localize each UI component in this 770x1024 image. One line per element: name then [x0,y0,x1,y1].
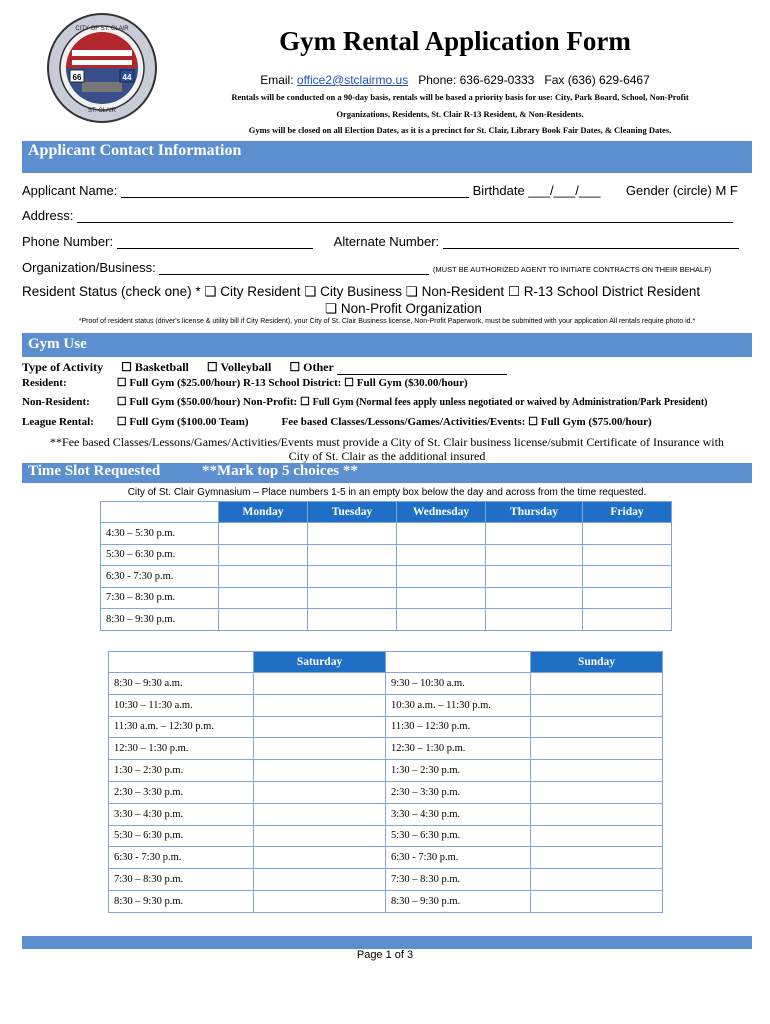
slot-cell-thursday[interactable] [486,523,583,545]
weekday-time-row [101,609,672,631]
other-activity-field[interactable] [337,362,507,375]
time-slot-title: Time Slot Requested [28,463,161,479]
email-label: Email: [260,73,294,87]
checkbox-nonresident-rate[interactable]: ☐ [116,396,127,408]
slot-cell-tuesday[interactable] [308,609,397,631]
contact-section-title: Applicant Contact Information [28,142,242,159]
sunday-time-label: 5:30 – 6:30 p.m. [385,825,530,847]
weekday-time-row [101,587,672,609]
slot-cell-monday[interactable] [219,587,308,609]
checkbox-r13-resident[interactable]: ☐ [507,284,521,299]
saturday-time-label: 3:30 – 4:30 p.m. [109,803,254,825]
weekend-time-row [109,825,663,847]
slot-cell-tuesday[interactable] [308,587,397,609]
applicant-name-field[interactable] [121,185,469,198]
slot-cell-saturday[interactable] [254,738,386,760]
alternate-number-label: Alternate Number: [333,234,440,249]
slot-cell-friday[interactable] [583,587,672,609]
weekend-time-table [108,651,663,913]
sunday-time-label: 6:30 - 7:30 p.m. [385,847,530,869]
slot-cell-sunday[interactable] [531,890,663,912]
slot-cell-saturday[interactable] [254,716,386,738]
seal-center-text: ST. CLAIR [87,108,117,114]
slot-cell-sunday[interactable] [531,869,663,891]
slot-cell-sunday[interactable] [531,847,663,869]
saturday-time-label: 11:30 a.m. – 12:30 p.m. [109,716,254,738]
weekday-time-label: 5:30 – 6:30 p.m. [101,544,219,566]
rental-note-2: Organizations, Residents, St. Clair R-13 Resident, & Non-Residents. [336,109,584,119]
route-44-text: 44 [122,73,132,82]
fee-note-line-2: City of St. Clair as the additional insured [288,449,486,463]
option-city-resident: City Resident [220,284,301,299]
weekend-time-row [109,869,663,891]
address-label: Address: [22,208,74,223]
header-monday: Monday [219,502,308,523]
saturday-time-label: 7:30 – 8:30 p.m. [109,869,254,891]
slot-cell-friday[interactable] [583,544,672,566]
birthdate-label: Birthdate ___/___/___ [472,183,601,198]
header-saturday: Saturday [254,652,386,673]
city-seal-logo [46,12,158,124]
resident-label: Resident: [22,377,67,389]
authorized-note: (MUST BE AUTHORIZED AGENT TO INITIATE CONTRACTS ON THEIR BEHALF) [432,265,712,274]
slot-cell-monday[interactable] [219,609,308,631]
slot-cell-wednesday[interactable] [397,566,486,588]
r13-label: R-13 School District: [243,377,342,389]
slot-cell-monday[interactable] [219,544,308,566]
header-sunday: Sunday [531,652,663,673]
resident-status-label: Resident Status (check one) * [22,284,201,299]
slot-cell-thursday[interactable] [486,587,583,609]
weekday-time-label: 8:30 – 9:30 p.m. [101,609,219,631]
phone-number-label: Phone Number: [22,234,114,249]
proof-note: *Proof of resident status (driver's license & utility bill if City Resident), your City of St. Clair Business license, Non-Profit Paperwork, must be submitted with your application All rentals require photo id.* [78,318,696,325]
slot-cell-sunday[interactable] [531,716,663,738]
seal-top-text: CITY OF ST. CLAIR [75,26,129,32]
nonprofit-rate: Full Gym (Normal fees apply unless negotiated or waived by Administration/Park President) [312,397,708,408]
sunday-time-label: 9:30 – 10:30 a.m. [385,673,530,695]
contact-line [175,73,735,87]
saturday-time-label: 1:30 – 2:30 p.m. [109,760,254,782]
saturday-time-label: 8:30 – 9:30 p.m. [109,890,254,912]
weekend-time-row [109,781,663,803]
weekday-time-row [101,523,672,545]
weekend-time-row [109,673,663,695]
weekday-time-table [100,501,672,631]
saturday-time-label: 5:30 – 6:30 p.m. [109,825,254,847]
slot-cell-monday[interactable] [219,523,308,545]
fee-note-line-1: **Fee based Classes/Lessons/Games/Activities/Events must provide a City of St. Clair business license/submit Certificate of Insurance with [50,435,724,449]
nonprofit-label: Non-Profit: [243,396,298,408]
slot-cell-saturday[interactable] [254,869,386,891]
league-label: League Rental: [22,416,94,428]
header-friday: Friday [583,502,672,523]
sunday-time-label: 8:30 – 9:30 p.m. [385,890,530,912]
weekend-time-row [109,890,663,912]
checkbox-city-business[interactable]: ❏ [304,284,317,299]
resident-rate-row [22,376,468,389]
header-tuesday: Tuesday [308,502,397,523]
sunday-time-label: 1:30 – 2:30 p.m. [385,760,530,782]
applicant-name-label: Applicant Name: [22,183,118,198]
other-label: Other [303,360,334,374]
r13-rate: Full Gym ($30.00/hour) [356,377,468,389]
organization-label: Organization/Business: [22,260,156,275]
alternate-number-field[interactable] [443,236,739,249]
mark-top-choices-note: **Mark top 5 choices ** [202,463,358,479]
saturday-time-label: 6:30 - 7:30 p.m. [109,847,254,869]
email-link[interactable]: office2@stclairmo.us [296,73,409,87]
organization-row [22,260,711,275]
slot-cell-sunday[interactable] [531,738,663,760]
slot-cell-wednesday[interactable] [397,609,486,631]
weekday-time-label: 4:30 – 5:30 p.m. [101,523,219,545]
checkbox-nonprofit-rate[interactable]: ☐ [299,396,310,408]
checkbox-nonprofit[interactable]: ❏ [325,301,338,316]
fee-note [22,435,752,463]
address-row [22,208,733,223]
volleyball-label: Volleyball [220,360,272,374]
checkbox-league-rate[interactable]: ☐ [116,416,127,428]
time-slot-section-header [22,463,752,483]
weekday-time-row [101,566,672,588]
nonresident-rate: Full Gym ($50.00/hour) [129,396,241,408]
slot-cell-thursday[interactable] [486,609,583,631]
weekday-time-row [101,544,672,566]
checkbox-fee-rate[interactable]: ☐ [528,416,538,428]
organization-field[interactable] [159,262,429,275]
slot-cell-monday[interactable] [219,566,308,588]
slot-cell-thursday[interactable] [486,544,583,566]
slot-cell-tuesday[interactable] [308,523,397,545]
option-non-resident: Non-Resident [421,284,505,299]
slot-cell-saturday[interactable] [254,781,386,803]
slot-cell-friday[interactable] [583,566,672,588]
slot-cell-wednesday[interactable] [397,587,486,609]
weekend-time-row [109,847,663,869]
closed-note: Gyms will be closed on all Election Dates, as it is a precinct for St. Clair, Library Book Fair Dates, & Cleaning Dates. [248,125,672,135]
basketball-label: Basketball [134,360,189,374]
fax-text: Fax (636) 629-6467 [544,73,650,87]
slot-cell-sunday[interactable] [531,673,663,695]
header-wednesday: Wednesday [397,502,486,523]
weekend-time-row [109,760,663,782]
weekend-time-row [109,694,663,716]
slot-cell-friday[interactable] [583,609,672,631]
weekday-time-label: 6:30 - 7:30 p.m. [101,566,219,588]
option-city-business: City Business [320,284,402,299]
route-66-text: 66 [72,73,82,82]
activity-type-label: Type of Activity [22,360,104,374]
nonprofit-row [325,301,482,317]
weekday-corner-cell [101,502,219,523]
sunday-time-label: 10:30 a.m. – 11:30 p.m. [385,694,530,716]
slot-cell-tuesday[interactable] [308,544,397,566]
slot-cell-sunday[interactable] [531,803,663,825]
slot-cell-saturday[interactable] [254,694,386,716]
slot-cell-sunday[interactable] [531,760,663,782]
time-slot-instruction: City of St. Clair Gymnasium – Place numbers 1-5 in an empty box below the day and across from the time requested. [127,487,647,498]
gym-use-title: Gym Use [28,336,87,352]
rental-note-1: Rentals will be conducted on a 90-day basis, rentals will be based a priority basis for use: City, Park Board, School, Non-Profit [231,92,689,102]
slot-cell-tuesday[interactable] [308,566,397,588]
checkbox-city-resident[interactable]: ❏ [204,284,217,299]
phone-text: Phone: 636-629-0333 [418,73,535,87]
slot-cell-saturday[interactable] [254,673,386,695]
slot-cell-saturday[interactable] [254,847,386,869]
saturday-time-label: 12:30 – 1:30 p.m. [109,738,254,760]
nonresident-label: Non-Resident: [22,396,90,408]
header-thursday: Thursday [486,502,583,523]
checkbox-non-resident[interactable]: ❏ [405,284,418,299]
slot-cell-sunday[interactable] [531,781,663,803]
checkbox-volleyball[interactable]: ☐ [206,360,218,374]
applicant-name-row [22,183,738,198]
sunday-time-label: 7:30 – 8:30 p.m. [385,869,530,891]
saturday-corner-cell [109,652,254,673]
fee-label: Fee based Classes/Lessons/Games/Activities/Events: [281,416,526,428]
league-rate: Full Gym ($100.00 Team) [129,416,249,428]
sunday-time-label: 12:30 – 1:30 p.m. [385,738,530,760]
option-r13-resident: R-13 School District Resident [523,284,701,299]
checkbox-r13-rate[interactable]: ☐ [344,377,355,389]
slot-cell-sunday[interactable] [531,825,663,847]
slot-cell-wednesday[interactable] [397,523,486,545]
saturday-time-label: 2:30 – 3:30 p.m. [109,781,254,803]
slot-cell-saturday[interactable] [254,760,386,782]
contact-section-header [22,141,752,173]
slot-cell-saturday[interactable] [254,890,386,912]
sunday-time-label: 2:30 – 3:30 p.m. [385,781,530,803]
gym-use-section-header [22,333,752,357]
resident-status-row [22,284,700,300]
checkbox-basketball[interactable]: ☐ [121,360,132,374]
footer-band [22,936,752,949]
checkbox-other[interactable]: ☐ [289,360,301,374]
slot-cell-saturday[interactable] [254,825,386,847]
sunday-corner-cell [385,652,530,673]
sunday-time-label: 3:30 – 4:30 p.m. [385,803,530,825]
slot-cell-saturday[interactable] [254,803,386,825]
resident-rate: Full Gym ($25.00/hour) [129,377,241,389]
fee-rate: Full Gym ($75.00/hour) [540,416,652,428]
phone-row [22,234,739,249]
saturday-time-label: 10:30 – 11:30 a.m. [109,694,254,716]
slot-cell-thursday[interactable] [486,566,583,588]
page-number: Page 1 of 3 [356,949,414,961]
checkbox-resident-rate[interactable]: ☐ [116,377,127,389]
option-nonprofit: Non-Profit Organization [340,301,482,316]
weekend-time-row [109,716,663,738]
slot-cell-wednesday[interactable] [397,544,486,566]
weekend-time-row [109,738,663,760]
activity-type-row [22,360,507,375]
weekday-time-label: 7:30 – 8:30 p.m. [101,587,219,609]
league-rate-row [22,415,652,428]
phone-number-field[interactable] [117,236,313,249]
sunday-time-label: 11:30 – 12:30 p.m. [385,716,530,738]
saturday-time-label: 8:30 – 9:30 a.m. [109,673,254,695]
slot-cell-sunday[interactable] [531,694,663,716]
weekend-time-row [109,803,663,825]
slot-cell-friday[interactable] [583,523,672,545]
address-field[interactable] [77,210,733,223]
nonresident-rate-row [22,395,708,408]
gender-label: Gender (circle) M F [625,183,738,198]
page-title: Gym Rental Application Form [279,26,631,56]
